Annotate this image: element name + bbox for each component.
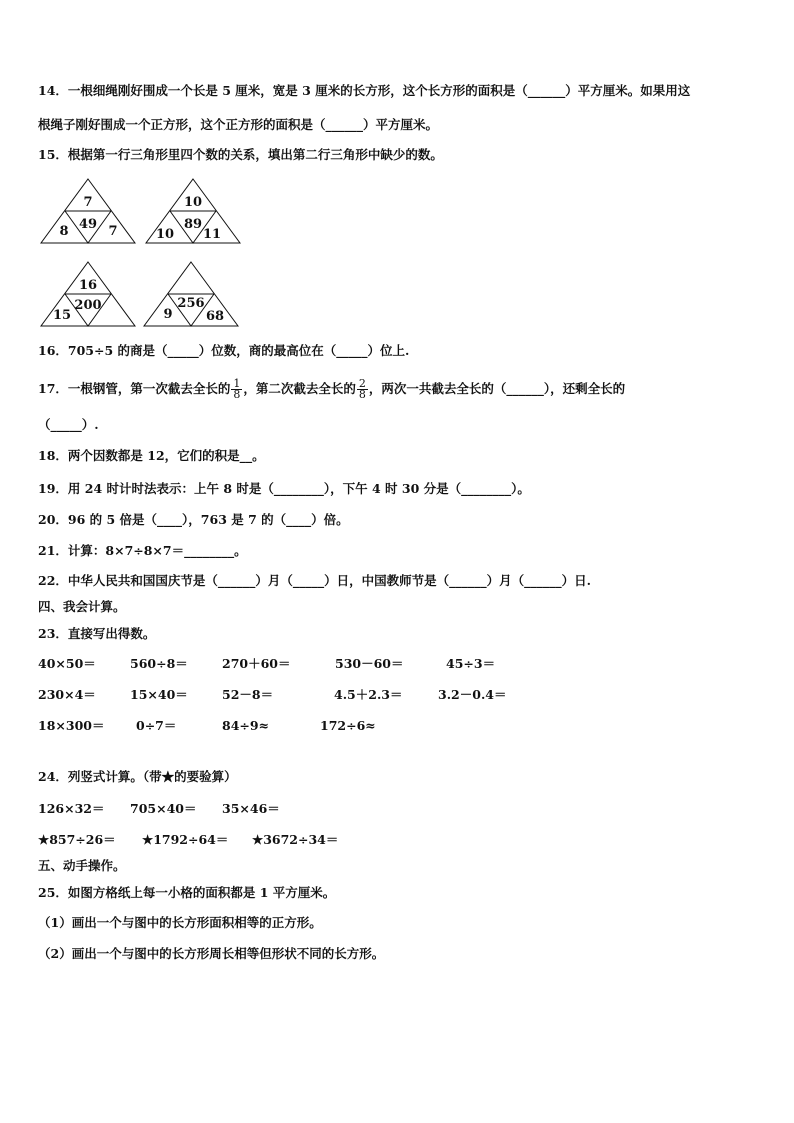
- tri2-center: 89: [183, 217, 203, 232]
- q24-item: ★1792÷64＝: [142, 832, 229, 847]
- tri1-center: 49: [78, 217, 98, 232]
- q23-item: 15×40＝: [130, 687, 188, 702]
- tri1-left: 8: [59, 224, 69, 239]
- q20-text: 20．96 的 5 倍是（____），763 是 7 的（____）倍。: [38, 512, 349, 527]
- number-triangle-4: [143, 261, 239, 327]
- number-triangle-3: [40, 261, 136, 327]
- q23-item: 84÷9≈: [222, 718, 270, 733]
- q24-item: 705×40＝: [130, 801, 197, 816]
- tri1-top: 7: [83, 195, 93, 210]
- q19-text: 19．用 24 时计时法表示：上午 8 时是（________），下午 4 时 30 分是（________）。: [38, 481, 530, 496]
- q23-item: 52－8＝: [222, 687, 274, 702]
- q17-part-b: ，第二次截去全长的: [243, 381, 356, 396]
- q23-item: 3.2－0.4＝: [438, 687, 507, 702]
- q16-text: 16．705÷5 的商是（_____）位数，商的最高位在（_____）位上.: [38, 343, 410, 358]
- q17-part-a: 17．一根钢管，第一次截去全长的: [38, 381, 231, 396]
- q25-title: 25．如图方格纸上每一小格的面积都是 1 平方厘米。: [38, 885, 336, 900]
- q23-item: 230×4＝: [38, 687, 96, 702]
- tri4-left: 9: [163, 307, 173, 322]
- q14-line2: 根绳子刚好围成一个正方形，这个正方形的面积是（______）平方厘米。: [38, 117, 439, 132]
- q17-line1: [38, 378, 625, 400]
- q23-title: 23．直接写出得数。: [38, 626, 156, 641]
- q24-title: 24．列竖式计算。（带★的要验算）: [38, 769, 237, 784]
- q24-item: 126×32＝: [38, 801, 105, 816]
- number-triangle-1: [40, 178, 136, 244]
- tri2-top: 10: [183, 195, 203, 210]
- q23-item: 560÷8＝: [130, 656, 188, 671]
- tri1-right: 7: [108, 224, 118, 239]
- q23-item: 530－60＝: [335, 656, 404, 671]
- tri4-right: 68: [205, 309, 225, 324]
- q24-item: ★3672÷34＝: [252, 832, 339, 847]
- fraction-two-eighths: $\frac{2}{8}$: [358, 377, 366, 401]
- q14-line1: 14．一根细绳刚好围成一个长是 5 厘米，宽是 3 厘米的长方形，这个长方形的面积是（______）平方厘米。如果用这: [38, 83, 691, 98]
- q23-item: 0÷7＝: [136, 718, 177, 733]
- tri2-right: 11: [202, 227, 222, 242]
- q23-item: 45÷3＝: [446, 656, 496, 671]
- tri3-left: 15: [52, 308, 72, 323]
- q24-item: ★857÷26＝: [38, 832, 116, 847]
- tri2-left: 10: [155, 227, 175, 242]
- q21-text: 21．计算：8×7÷8×7＝________。: [38, 543, 247, 558]
- section-5-heading: 五、动手操作。: [38, 858, 126, 873]
- q25-part-2: （2）画出一个与图中的长方形周长相等但形状不同的长方形。: [38, 946, 385, 961]
- q18-text: 18．两个因数都是 12，它们的积是__。: [38, 448, 265, 463]
- tri3-center: 200: [74, 298, 102, 313]
- q23-item: 4.5＋2.3＝: [334, 687, 403, 702]
- tri4-center: 256: [177, 296, 205, 311]
- q15-text: 15．根据第一行三角形里四个数的关系，填出第二行三角形中缺少的数。: [38, 147, 443, 162]
- q23-item: 18×300＝: [38, 718, 105, 733]
- q17-line2: （_____）.: [38, 417, 99, 432]
- fraction-one-eighth: $\frac{1}{8}$: [233, 377, 241, 401]
- q17-part-c: ，两次一共截去全长的（______），还剩全长的: [368, 381, 626, 396]
- tri3-top: 16: [78, 278, 98, 293]
- section-4-heading: 四、我会计算。: [38, 599, 126, 614]
- q23-item: 270＋60＝: [222, 656, 291, 671]
- q25-part-1: （1）画出一个与图中的长方形面积相等的正方形。: [38, 915, 322, 930]
- q23-item: 172÷6≈: [320, 718, 376, 733]
- q24-item: 35×46＝: [222, 801, 280, 816]
- number-triangle-2: [145, 178, 241, 244]
- q23-item: 40×50＝: [38, 656, 96, 671]
- q22-text: 22．中华人民共和国国庆节是（______）月（_____）日，中国教师节是（______）月（______）日.: [38, 573, 591, 588]
